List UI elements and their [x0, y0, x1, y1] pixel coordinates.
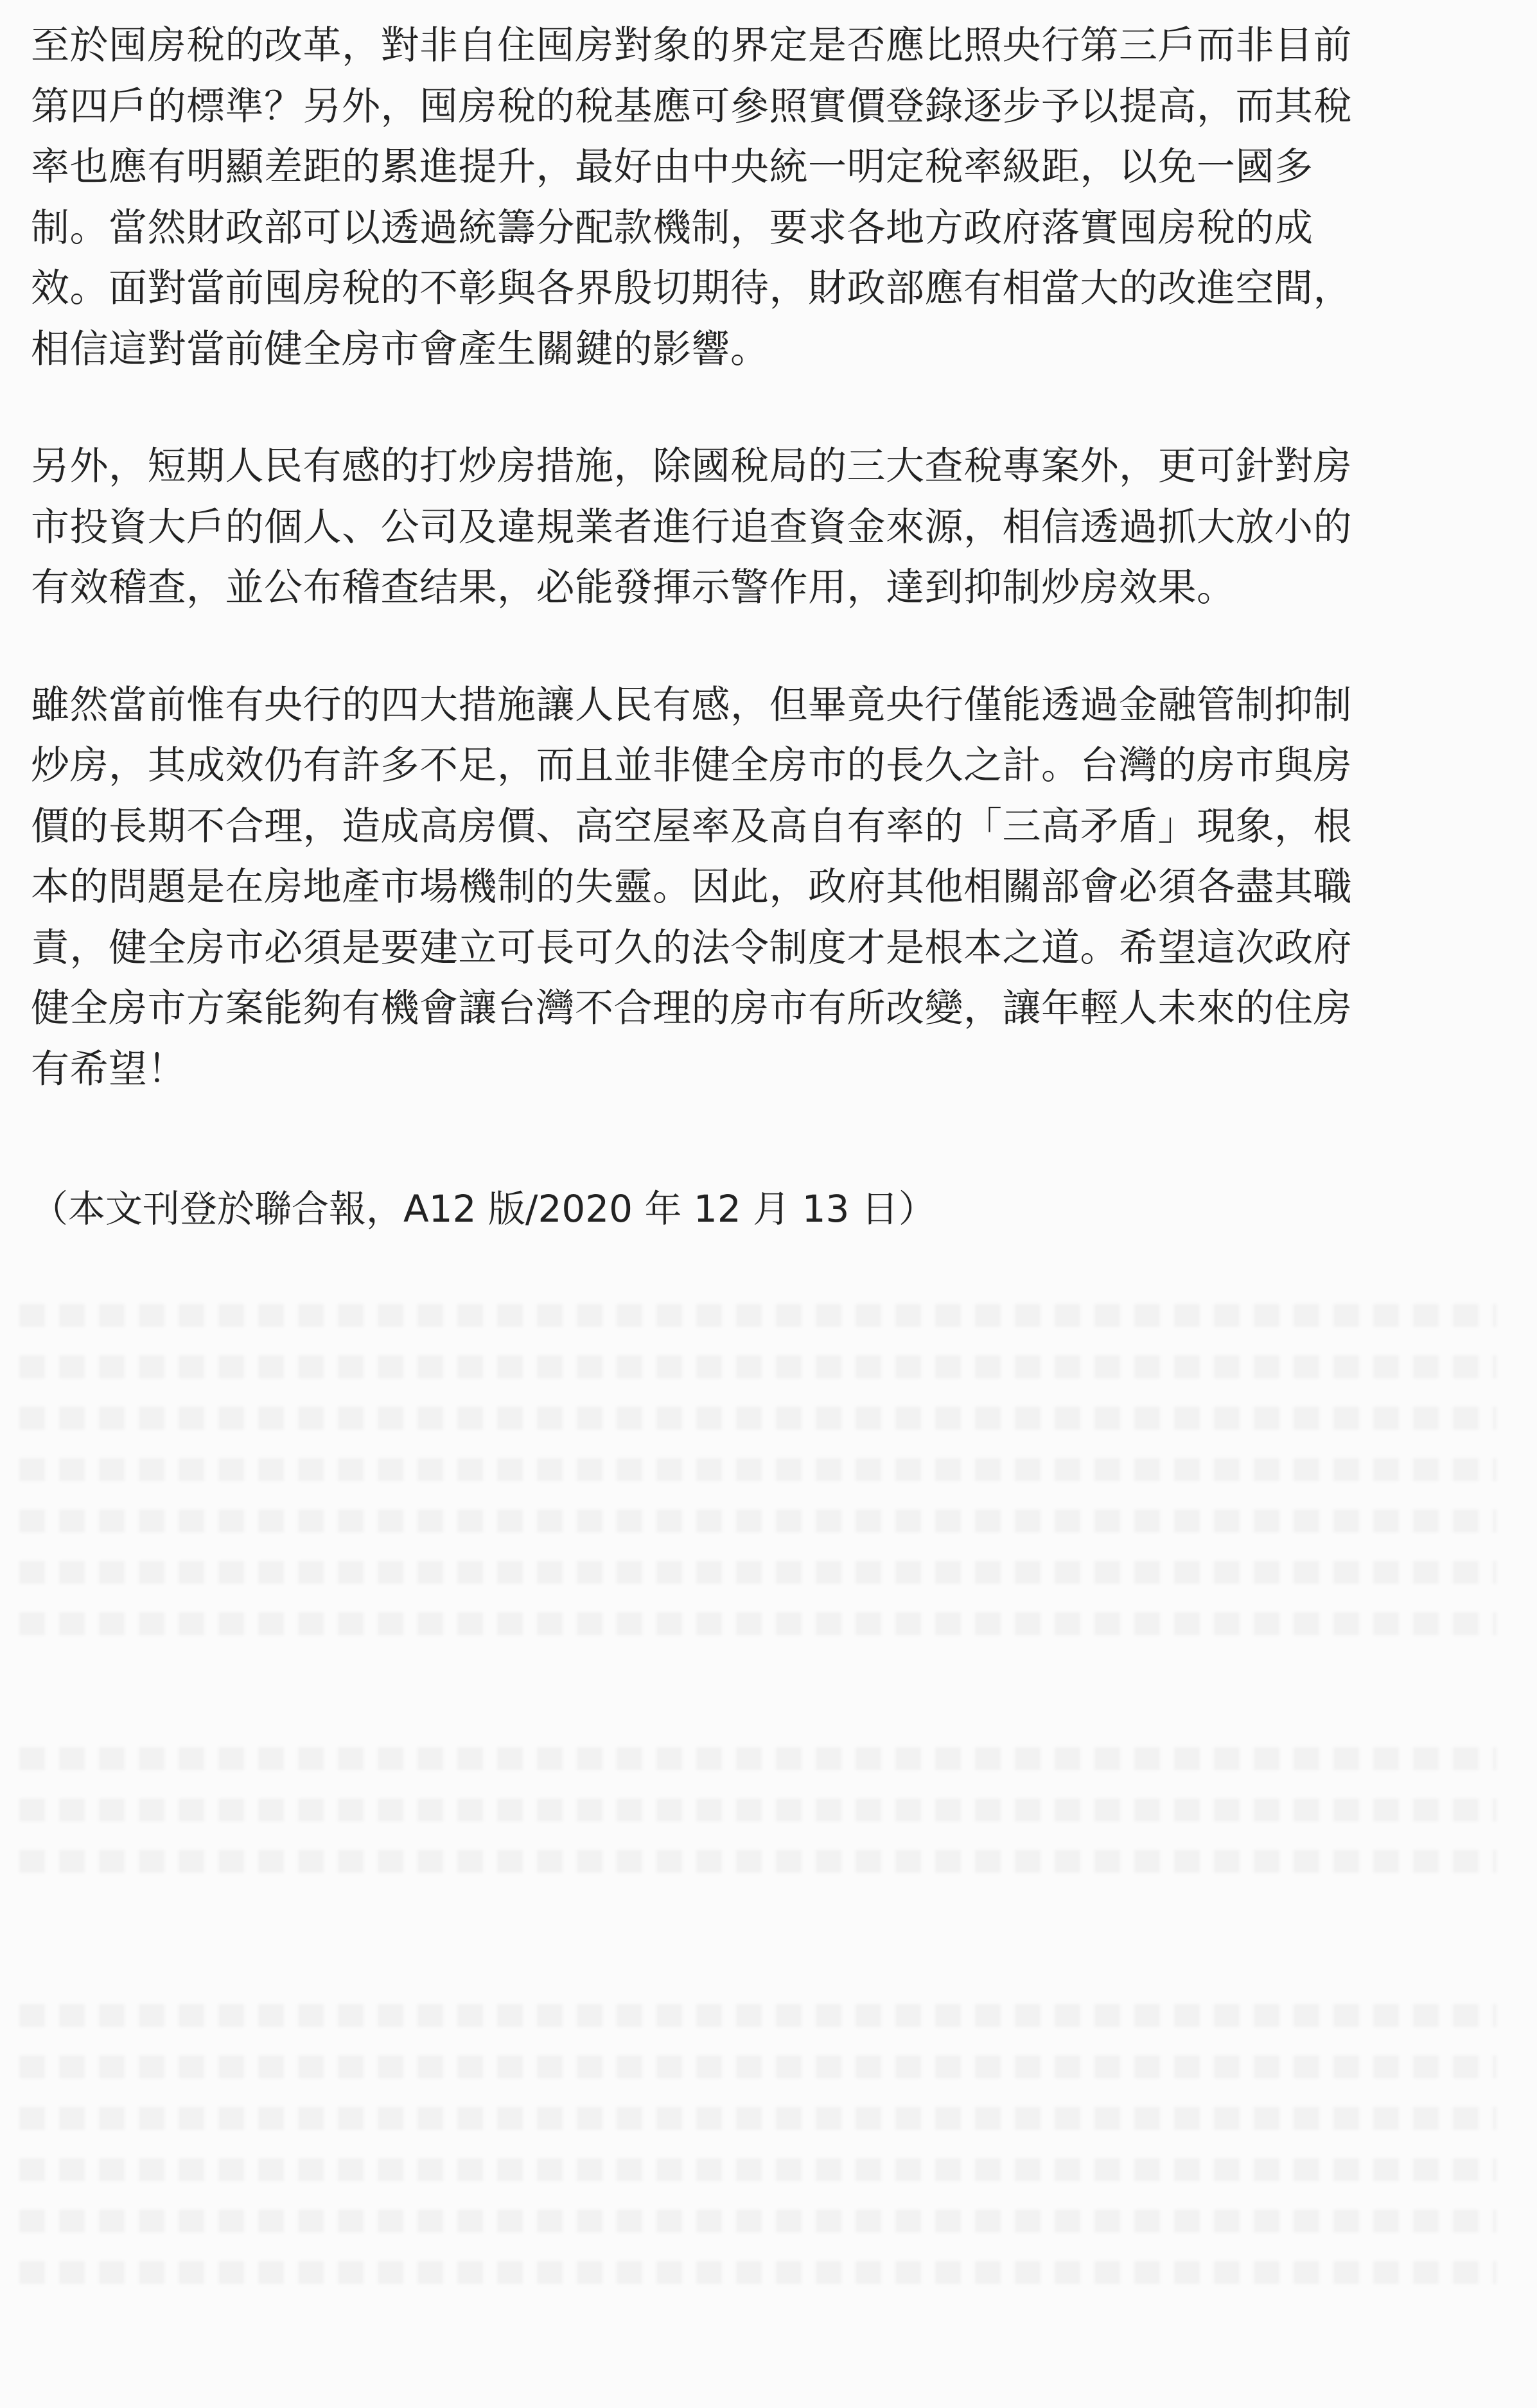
bleed-through-line [19, 1355, 1497, 1378]
paragraph-1 [31, 15, 1495, 380]
bleed-through-line [19, 2210, 1497, 2233]
bleed-through-line [19, 1509, 1497, 1533]
text-line: 效。面對當前囤房稅的不彰與各界殷切期待，財政部應有相當大的改進空間， [31, 266, 1352, 311]
bleed-through-line [19, 2004, 1497, 2027]
bleed-through-line [19, 1798, 1497, 1822]
bleed-through-line [19, 1561, 1497, 1584]
text-line: 有效稽查，並公布稽查结果，必能發揮示警作用，達到抑制炒房效果。 [31, 565, 1236, 610]
bleed-through-line [19, 1612, 1497, 1635]
bleed-through-line [19, 2158, 1497, 2181]
bleed-through-line [19, 1458, 1497, 1481]
text-line: 相信這對當前健全房市會產生關鍵的影響。 [31, 326, 769, 372]
bleed-through-line [19, 2055, 1497, 2078]
article-body [31, 15, 1495, 1156]
text-line: 有希望！ [31, 1046, 186, 1092]
bleed-through-line [19, 1850, 1497, 1873]
text-line: 率也應有明顯差距的累進提升，最好由中央統一明定稅率級距，以免一國多 [31, 145, 1313, 189]
bleed-through-line [19, 1304, 1497, 1327]
text-line: 本的問題是在房地產市場機制的失靈。因此，政府其他相關部會必須各盡其職 [31, 865, 1352, 910]
text-line: 炒房，其成效仍有許多不足，而且並非健全房市的長久之計。台灣的房市與房 [31, 743, 1352, 788]
text-line: 市投資大戶的個人、公司及違規業者進行追查資金來源，相信透過抓大放小的 [31, 504, 1352, 550]
source-note: （本文刊登於聯合報，A12 版/2020 年 12 月 13 日） [31, 1187, 936, 1231]
paragraph-2 [31, 436, 1495, 619]
text-line: 雖然當前惟有央行的四大措施讓人民有感，但畢竟央行僅能透過金融管制抑制 [31, 682, 1352, 728]
text-line: 責，健全房市必須是要建立可長可久的法令制度才是根本之道。希望這次政府 [31, 925, 1352, 971]
bleed-through-line [19, 1747, 1497, 1770]
text-line: 價的長期不合理，造成高房價、高空屋率及高自有率的「三高矛盾」現象，根 [31, 804, 1352, 849]
bleed-through-line [19, 1407, 1497, 1430]
text-line: 另外，短期人民有感的打炒房措施，除國稅局的三大查稅專案外，更可針對房 [31, 444, 1352, 489]
paragraph-3 [31, 675, 1495, 1100]
text-line: 第四戶的標準？另外，囤房稅的稅基應可參照實價登錄逐步予以提高，而其稅 [31, 83, 1352, 129]
text-line: 至於囤房稅的改革，對非自住囤房對象的界定是否應比照央行第三戶而非目前 [31, 23, 1352, 68]
text-line: 健全房市方案能夠有機會讓台灣不合理的房市有所改變，讓年輕人未來的住房 [31, 986, 1352, 1031]
bleed-through-line [19, 2261, 1497, 2284]
bleed-through-line [19, 2107, 1497, 2130]
text-line: 制。當然財政部可以透過統籌分配款機制，要求各地方政府落實囤房稅的成 [31, 205, 1313, 250]
